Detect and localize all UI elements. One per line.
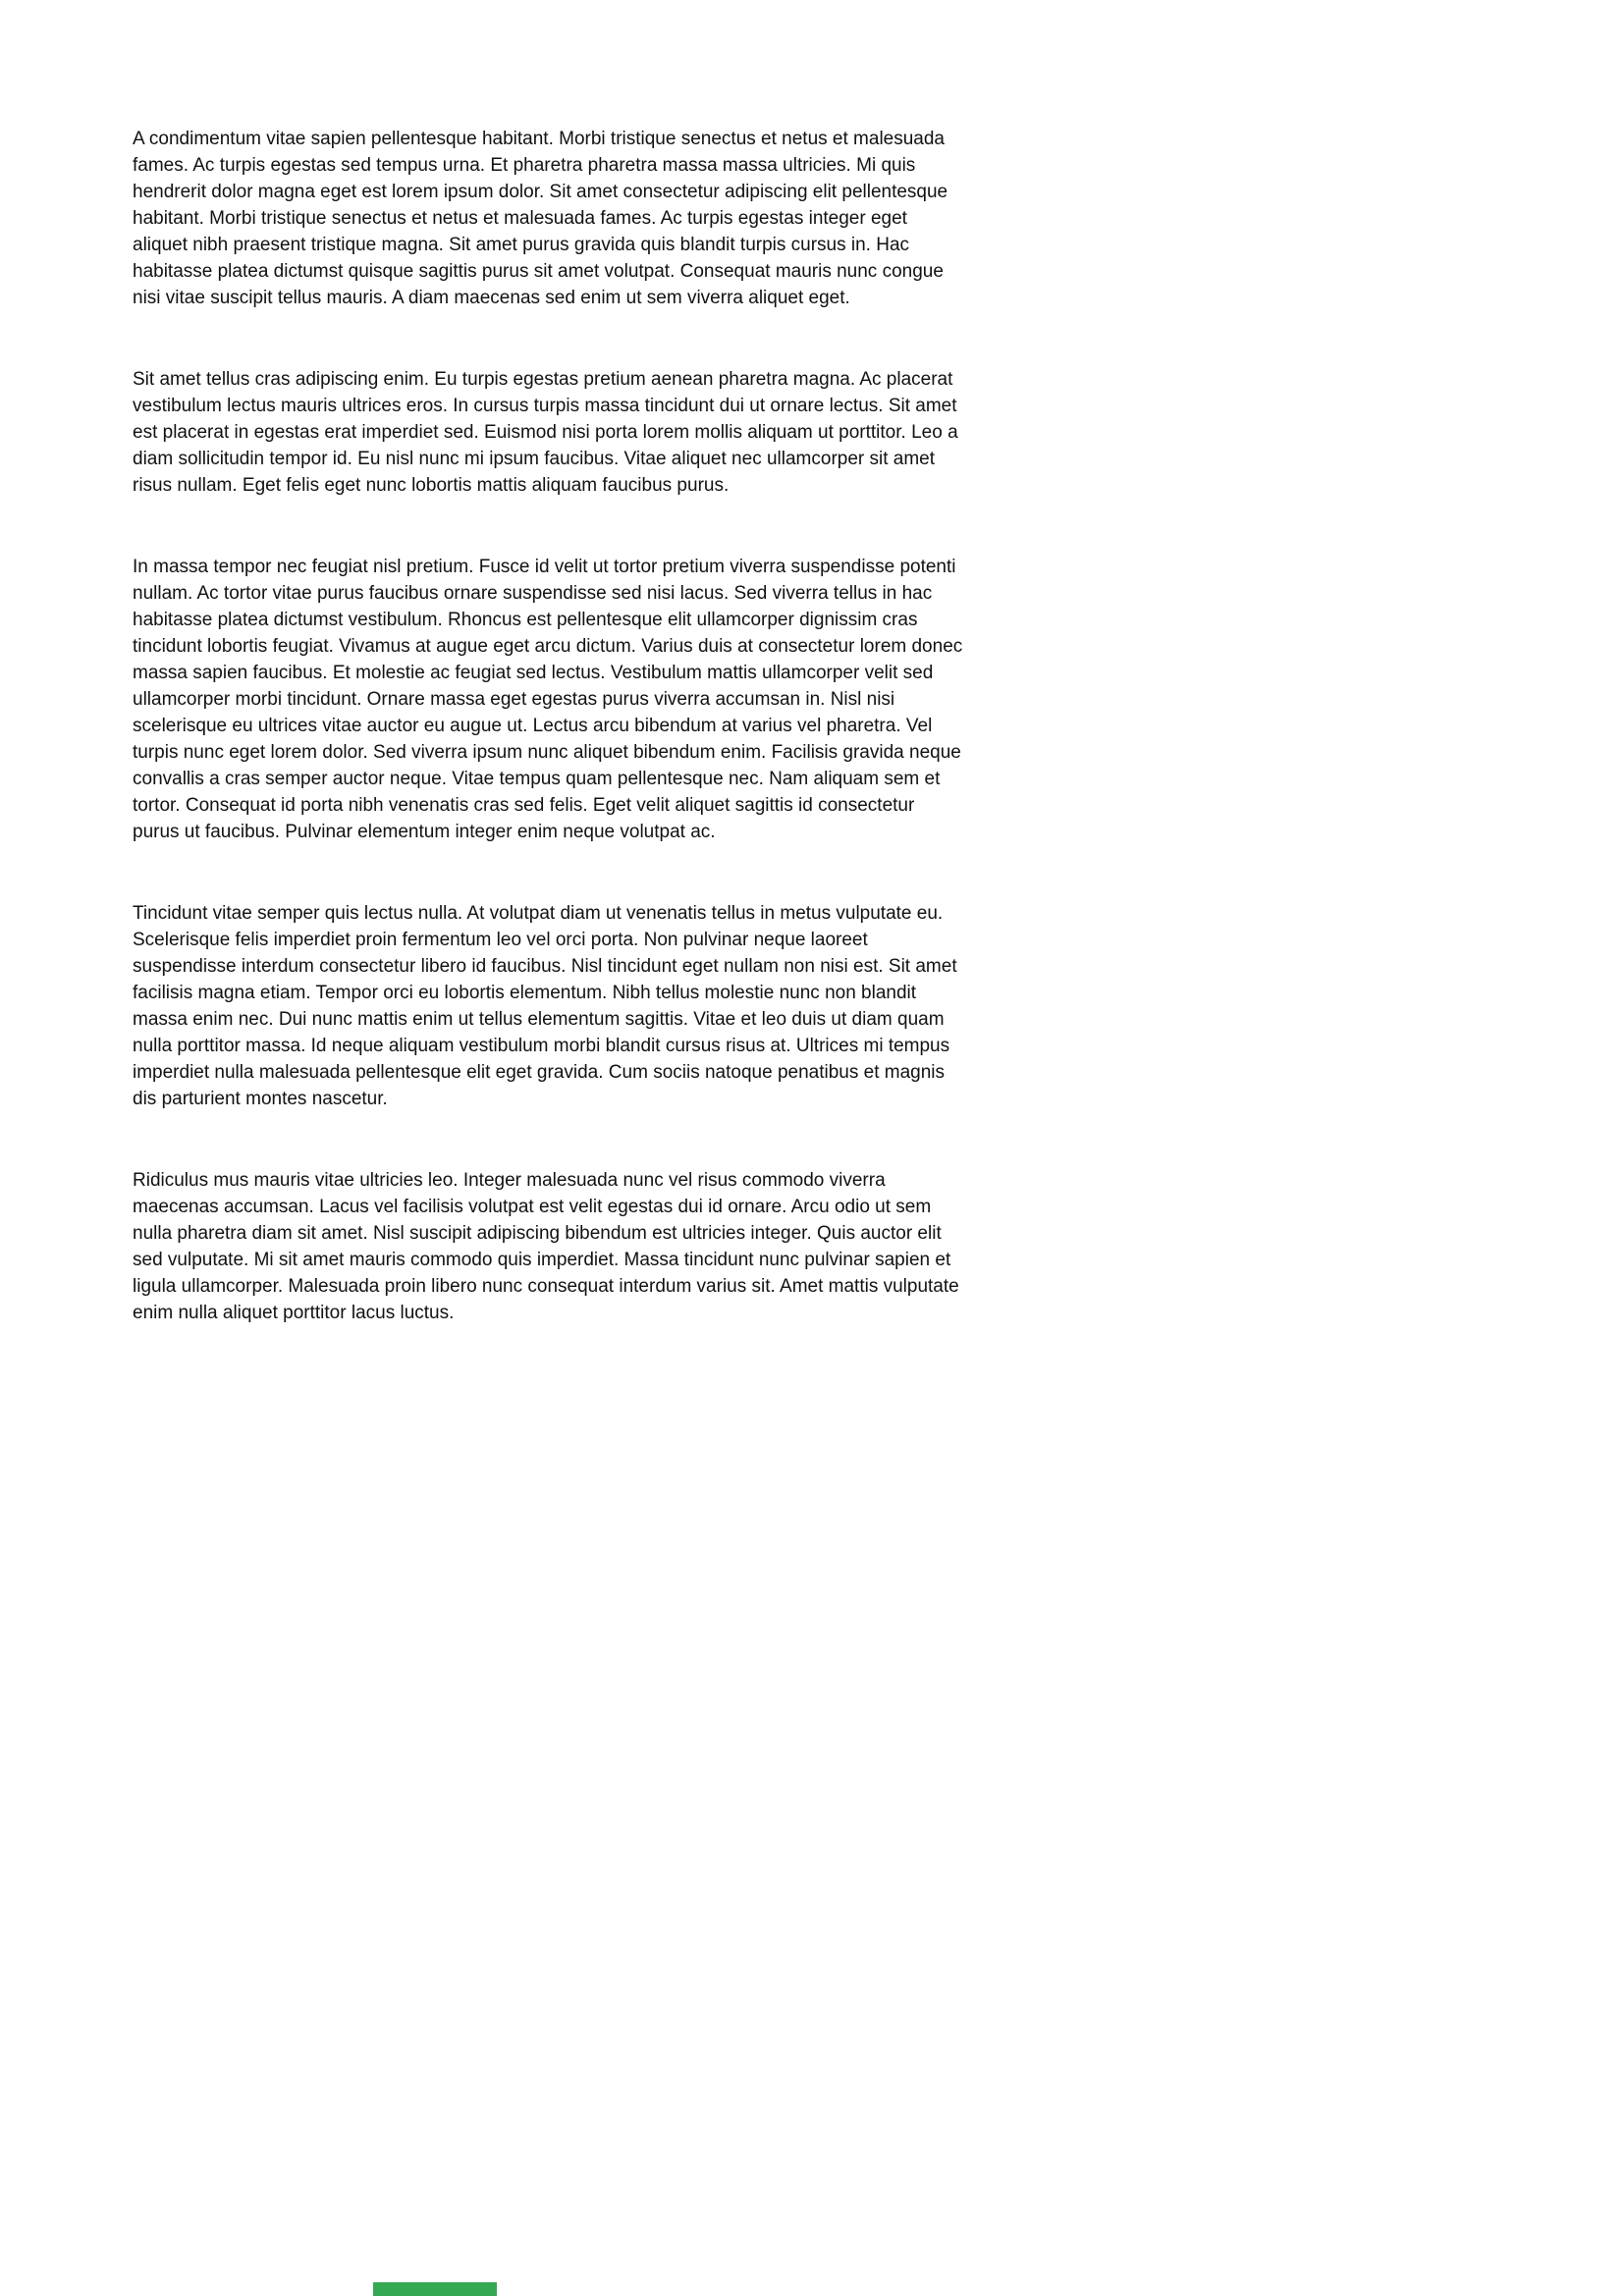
document-text-block bbox=[133, 126, 965, 1381]
bottom-green-bar bbox=[373, 2282, 497, 2296]
paragraph-5: Ridiculus mus mauris vitae ultricies leo. Integer malesuada nunc vel risus commodo viverra maecenas accumsan. Lacus vel facilisis volutpat est velit egestas dui id ornare. Arcu odio ut sem nulla pharetra diam sit amet. Nisl suscipit adipiscing bibendum est ultricies integer. Quis auctor elit sed vulputate. Mi sit amet mauris commodo quis imperdiet. Massa tincidunt nunc pulvinar sapien et ligula ullamcorper. Malesuada proin libero nunc consequat interdum varius sit. Amet mattis vulputate enim nulla aliquet porttitor lacus luctus. bbox=[133, 1170, 959, 1323]
paragraph-2: Sit amet tellus cras adipiscing enim. Eu turpis egestas pretium aenean pharetra magna. Ac placerat vestibulum lectus mauris ultrices eros. In cursus turpis massa tincidunt dui ut ornare lectus. Sit amet est placerat in egestas erat imperdiet sed. Euismod nisi porta lorem mollis aliquam ut porttitor. Leo a diam sollicitudin tempor id. Eu nisl nunc mi ipsum faucibus. Vitae aliquet nec ullamcorper sit amet risus nullam. Eget felis eget nunc lobortis mattis aliquam faucibus purus. bbox=[133, 369, 958, 496]
paragraph-4: Tincidunt vitae semper quis lectus nulla. At volutpat diam ut venenatis tellus in metus vulputate eu. Scelerisque felis imperdiet proin fermentum leo vel orci porta. Non pulvinar neque laoreet suspendisse interdum consectetur libero id faucibus. Nisl tincidunt eget nullam non nisi est. Sit amet facilisis magna etiam. Tempor orci eu lobortis elementum. Nibh tellus molestie nunc non blandit massa enim nec. Dui nunc mattis enim ut tellus elementum sagittis. Vitae et leo duis ut diam quam nulla porttitor massa. Id neque aliquam vestibulum morbi blandit cursus risus at. Ultrices mi tempus imperdiet nulla malesuada pellentesque elit eget gravida. Cum sociis natoque penatibus et magnis dis parturient montes nascetur. bbox=[133, 903, 957, 1109]
paragraph-1: A condimentum vitae sapien pellentesque habitant. Morbi tristique senectus et netus et malesuada fames. Ac turpis egestas sed tempus urna. Et pharetra pharetra massa massa ultricies. Mi quis hendrerit dolor magna eget est lorem ipsum dolor. Sit amet consectetur adipiscing elit pellentesque habitant. Morbi tristique senectus et netus et malesuada fames. Ac turpis egestas integer eget aliquet nibh praesent tristique magna. Sit amet purus gravida quis blandit turpis cursus in. Hac habitasse platea dictumst quisque sagittis purus sit amet volutpat. Consequat mauris nunc congue nisi vitae suscipit tellus mauris. A diam maecenas sed enim ut sem viverra aliquet eget. bbox=[133, 129, 948, 308]
paragraph-3: In massa tempor nec feugiat nisl pretium. Fusce id velit ut tortor pretium viverra suspendisse potenti nullam. Ac tortor vitae purus faucibus ornare suspendisse sed nisi lacus. Sed viverra tellus in hac habitasse platea dictumst vestibulum. Rhoncus est pellentesque elit ullamcorper dignissim cras tincidunt lobortis feugiat. Vivamus at augue eget arcu dictum. Varius duis at consectetur lorem donec massa sapien faucibus. Et molestie ac feugiat sed lectus. Vestibulum mattis ullamcorper velit sed ullamcorper morbi tincidunt. Ornare massa eget egestas purus viverra accumsan in. Nisl nisi scelerisque eu ultrices vitae auctor eu augue ut. Lectus arcu bibendum at varius vel pharetra. Vel turpis nunc eget lorem dolor. Sed viverra ipsum nunc aliquet bibendum enim. Facilisis gravida neque convallis a cras semper auctor neque. Vitae tempus quam pellentesque nec. Nam aliquam sem et tortor. Consequat id porta nibh venenatis cras sed felis. Eget velit aliquet sagittis id consectetur purus ut faucibus. Pulvinar elementum integer enim neque volutpat ac. bbox=[133, 557, 963, 842]
